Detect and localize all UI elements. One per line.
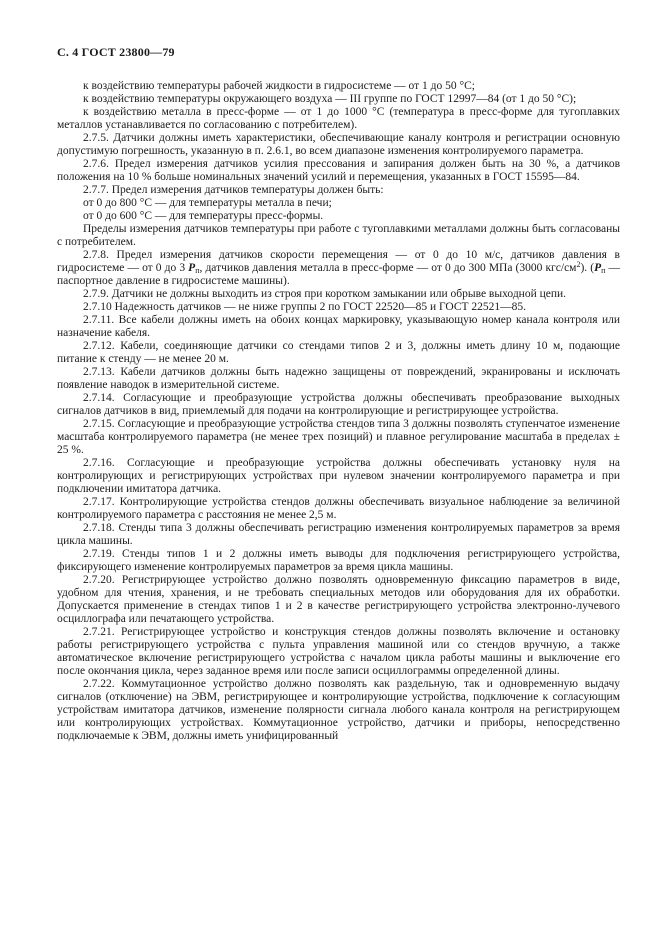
text-run: — паспортное давление в гидросистеме машины). xyxy=(57,262,621,287)
clause-2-7-9: 2.7.9. Датчики не должны выходить из строя при коротком замыкании или обрыве выходной цепи. xyxy=(83,288,567,300)
clause-2-7-7-range-furnace: от 0 до 800 °С — для температуры металла в печи; xyxy=(83,197,332,209)
clause-2-7-21: 2.7.21. Регистрирующее устройство и конструкция стендов должны позволять включение и остановку работы регистрирующего устройства с пульта управления машиной или со стендов вручную, а также автоматическое включение регистрирующего устройства с началом цикла работы машины и выключение его после окончания цикла, через заданное время или после записи осциллограммы определенной длины. xyxy=(57,626,620,677)
document-body xyxy=(57,80,620,743)
superscript-2: 2 xyxy=(576,260,581,269)
clause-2-7-22: 2.7.22. Коммутационное устройство должно позволять как раздельную, так и одновременную выдачу сигналов (отключение) на ЭВМ, регистрирующее и контролирующие устройства, подключение к согласующим устройствам имитатора датчиков, изменение полярности сигнала любого канала контроля на регистрирующем или контролирующих устройствах. Коммутационное устройство, датчики и приборы, непосредственно подключаемые к ЭВМ, должны иметь унифицированный xyxy=(57,678,620,742)
clause-2-7-4-item-metal-temp: к воздействию металла в пресс-форме — от 1 до 1000 °С (температура в пресс-форме для тугоплавких металлов устанавливается по согласованию с потребителем). xyxy=(57,106,620,131)
clause-2-7-11: 2.7.11. Все кабели должны иметь на обоих концах маркировку, указывающую номер канала контроля или назначение кабеля. xyxy=(57,314,620,339)
text-run: 2.7.8. Предел измерения датчиков скорости перемещения — от 0 до 10 м/с, датчиков давления в гидросистеме — от 0 до 3 xyxy=(57,249,620,274)
clause-2-7-6: 2.7.6. Предел измерения датчиков усилия прессования и запирания должен быть на 30 %, а датчиков положения на 10 % больше номинальных значений усилий и перемещения, указанных в ГОСТ 15595—84. xyxy=(57,158,620,183)
clause-2-7-4-item-fluid-temp: к воздействию температуры рабочей жидкости в гидросистеме — от 1 до 50 °С; xyxy=(83,80,475,92)
clause-2-7-15: 2.7.15. Согласующие и преобразующие устройства стендов типа 3 должны позволять ступенчатое изменение масштаба контролируемого параметра (не менее трех позиций) и плавное регулирование масштаба в пределах ± 25 %. xyxy=(57,418,620,456)
subscript-p: п xyxy=(195,266,200,275)
clause-2-7-5: 2.7.5. Датчики должны иметь характеристики, обеспечивающие каналу контроля и регистрации основную допустимую погрешность, указанную в п. 2.6.1, во всем диапазоне изменения контролируемого параметра. xyxy=(57,132,620,157)
clause-2-7-10: 2.7.10 Надежность датчиков — не ниже группы 2 по ГОСТ 22520—85 и ГОСТ 22521—85. xyxy=(83,301,527,313)
clause-2-7-13: 2.7.13. Кабели датчиков должны быть надежно защищены от повреждений, экранированы и исключать появление наводок в измерительной системе. xyxy=(57,366,620,391)
clause-2-7-7-note: Пределы измерения датчиков температуры при работе с тугоплавкими металлами должны быть согласованы с потребителем. xyxy=(57,223,620,248)
pressure-symbol-P: Р xyxy=(594,262,602,274)
subscript-p: п xyxy=(601,266,606,275)
pressure-symbol-P: Р xyxy=(188,262,196,274)
page-header: С. 4 ГОСТ 23800—79 xyxy=(57,45,175,59)
text-run: ). ( xyxy=(580,262,595,274)
clause-2-7-20: 2.7.20. Регистрирующее устройство должно позволять одновременную фиксацию параметров в виде, удобном для чтения, хранения, и не требовать специальных методов или оборудования для их обработки. Допускается применение в стендах типов 1 и 2 в качестве регистрирующего устройства электронно-лучевого осциллографа или печатающего устройства. xyxy=(57,574,620,625)
text-run: , датчиков давления металла в пресс-форме — от 0 до 300 МПа (3000 кгс/см xyxy=(199,262,577,274)
clause-2-7-8 xyxy=(57,249,620,288)
clause-2-7-16: 2.7.16. Согласующие и преобразующие устройства должны обеспечивать установку нуля на контролирующих и регистрирующих устройствах при нулевом значении контролируемого параметра и при подключении имитатора датчика. xyxy=(57,457,620,495)
clause-2-7-7-range-pressform: от 0 до 600 °С — для температуры пресс-формы. xyxy=(83,210,324,222)
clause-2-7-4-item-air-temp: к воздействию температуры окружающего воздуха — III группе по ГОСТ 12997—84 (от 1 до 50 °С); xyxy=(83,93,577,105)
clause-2-7-7: 2.7.7. Предел измерения датчиков температуры должен быть: xyxy=(83,184,384,196)
clause-2-7-12: 2.7.12. Кабели, соединяющие датчики со стендами типов 2 и 3, должны иметь длину 10 м, подающие питание к стенду — не менее 20 м. xyxy=(57,340,620,365)
clause-2-7-17: 2.7.17. Контролирующие устройства стендов должны обеспечивать визуальное наблюдение за величиной контролируемого параметра с расстояния не менее 2,5 м. xyxy=(57,496,620,521)
clause-2-7-14: 2.7.14. Согласующие и преобразующие устройства должны обеспечивать преобразование выходных сигналов датчиков в вид, приемлемый для подачи на контролирующие и регистрирующее устройства. xyxy=(57,392,620,417)
clause-2-7-18: 2.7.18. Стенды типа 3 должны обеспечивать регистрацию изменения контролируемых параметров за время цикла машины. xyxy=(57,522,620,547)
clause-2-7-19: 2.7.19. Стенды типов 1 и 2 должны иметь выводы для подключения регистрирующего устройства, фиксирующего изменение контролируемых параметров за время цикла машины. xyxy=(57,548,620,573)
